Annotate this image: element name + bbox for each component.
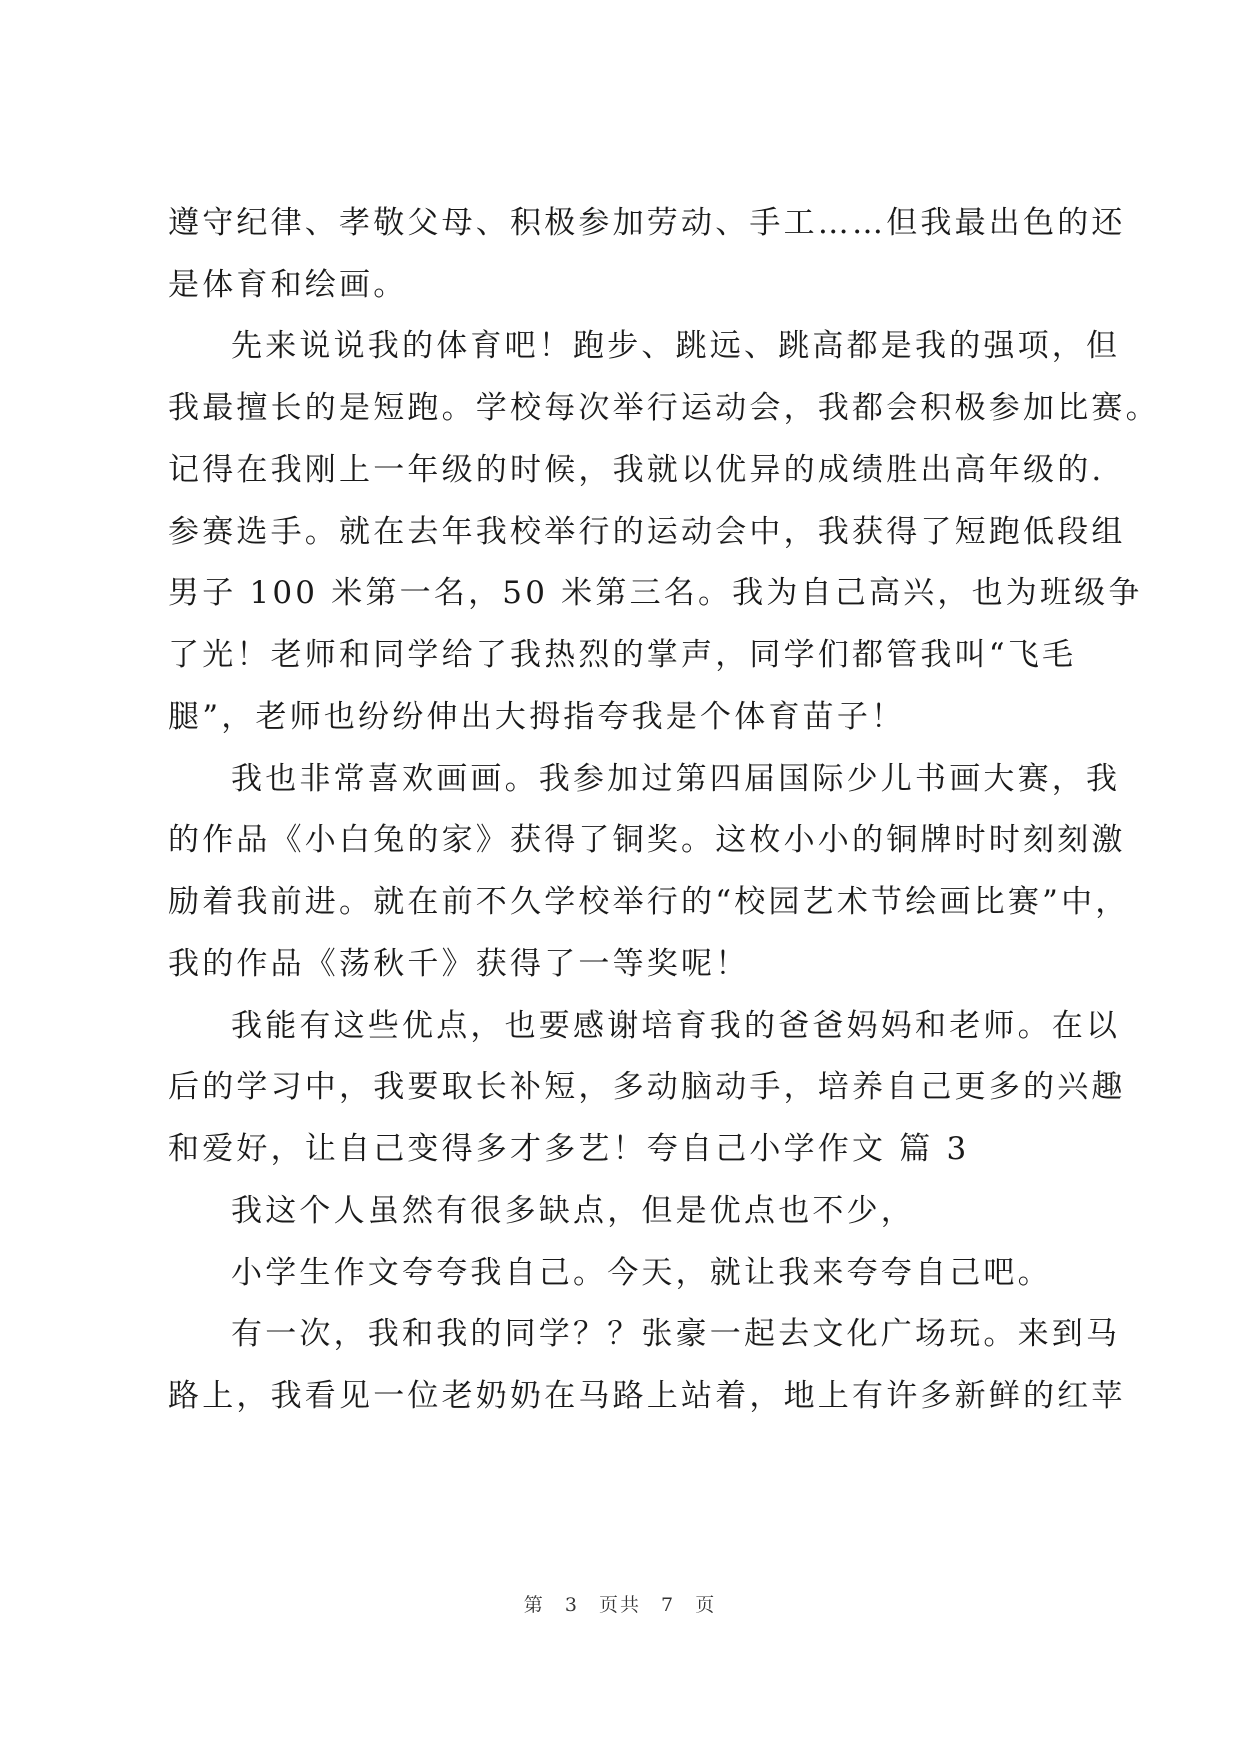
text-line: 我能有这些优点，也要感谢培育我的爸爸妈妈和老师。在以 [231, 1008, 1121, 1044]
text-line: 参赛选手。就在去年我校举行的运动会中，我获得了短跑低段组 [168, 514, 1126, 550]
text-line: 腿”，老师也纷纷伸出大拇指夸我是个体育苗子！ [168, 699, 906, 735]
text-line: 了光！老师和同学给了我热烈的掌声，同学们都管我叫“飞毛 [168, 637, 1077, 673]
text-line: 和爱好，让自己变得多才多艺！夸自己小学作文 篇 3 [168, 1131, 970, 1167]
text-line: 励着我前进。就在前不久学校举行的“校园艺术节绘画比赛”中， [168, 884, 1130, 920]
text-line: 是体育和绘画。 [168, 267, 408, 303]
text-line: 我最擅长的是短跑。学校每次举行运动会，我都会积极参加比赛。 [168, 390, 1160, 426]
page-total: 7 [661, 1594, 676, 1616]
footer-suffix: 页 [695, 1594, 717, 1616]
text-line: 我的作品《荡秋千》获得了一等奖呢！ [168, 946, 750, 982]
text-line: 先来说说我的体育吧！跑步、跳远、跳高都是我的强项，但 [231, 328, 1121, 364]
text-line: 路上，我看见一位老奶奶在马路上站着，地上有许多新鲜的红苹 [168, 1378, 1126, 1414]
page-footer [0, 1590, 1240, 1617]
text-line: 我这个人虽然有很多缺点，但是优点也不少， [231, 1193, 915, 1229]
footer-prefix: 第 [523, 1594, 545, 1616]
text-line: 我也非常喜欢画画。我参加过第四届国际少儿书画大赛，我 [231, 761, 1121, 797]
text-line: 小学生作文夸夸我自己。今天，就让我来夸夸自己吧。 [231, 1255, 1052, 1291]
text-line: 记得在我刚上一年级的时候，我就以优异的成绩胜出高年级的. [168, 452, 1105, 488]
text-line: 有一次，我和我的同学？？张豪一起去文化广场玩。来到马 [231, 1316, 1121, 1352]
text-line: 的作品《小白兔的家》获得了铜奖。这枚小小的铜牌时时刻刻激 [168, 822, 1126, 858]
text-line: 后的学习中，我要取长补短，多动脑动手，培养自己更多的兴趣 [168, 1069, 1126, 1105]
page-number: 3 [564, 1594, 579, 1616]
text-line: 男子 100 米第一名，50 米第三名。我为自己高兴，也为班级争 [168, 575, 1143, 611]
footer-middle: 页共 [598, 1594, 641, 1616]
text-line: 遵守纪律、孝敬父母、积极参加劳动、手工……但我最出色的还 [168, 205, 1126, 241]
